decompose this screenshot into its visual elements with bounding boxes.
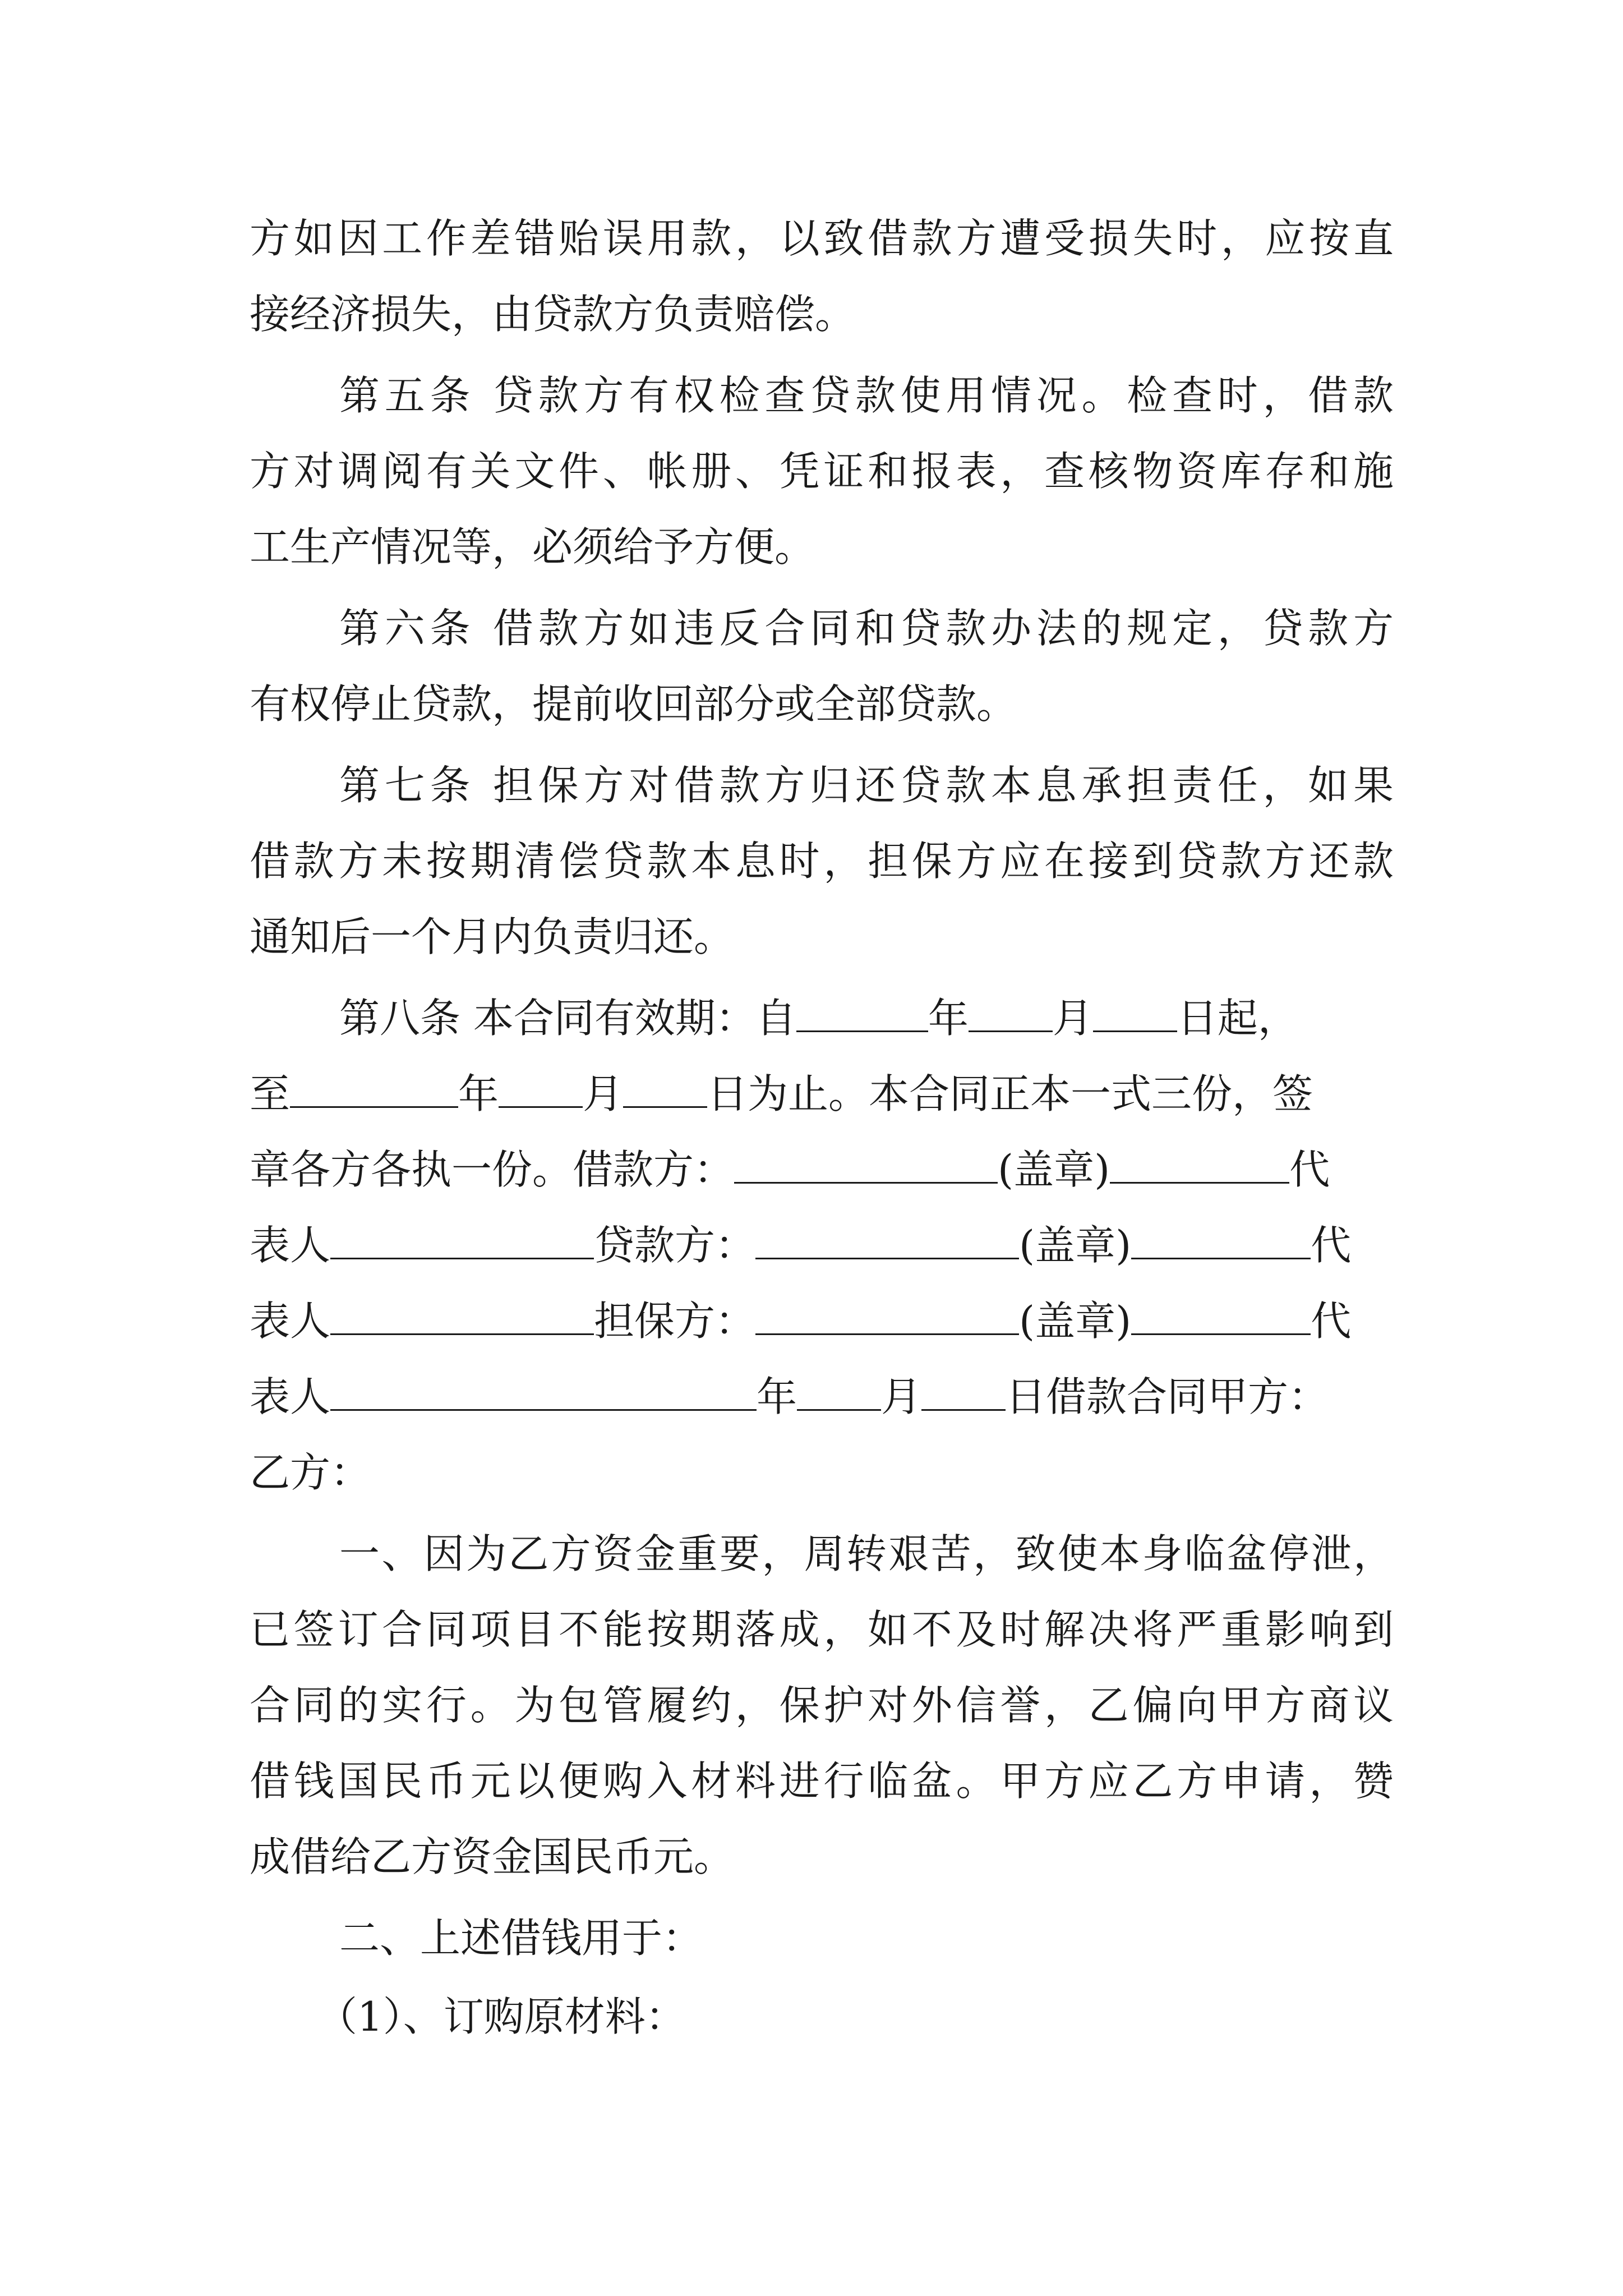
text-segment: 章各方各执一份。借款方： (250, 1146, 735, 1193)
fill-blank-seal[interactable] (1131, 1212, 1311, 1259)
fill-blank-guarantor[interactable] (755, 1287, 1019, 1335)
text-segment: 月 (583, 1070, 624, 1117)
fill-blank-month[interactable] (499, 1060, 583, 1108)
section-2-item-1: （1）、订购原材料： (317, 1993, 686, 2040)
article-6-line: 第六条 借款方如违反合同和贷款办法的规定，贷款方 (339, 605, 1394, 652)
article-5-line: 第五条 贷款方有权检查贷款使用情况。检查时，借款 (339, 372, 1394, 419)
text-line: 接经济损失，由贷款方负责赔偿。 (250, 291, 856, 338)
text-segment: 年 (458, 1070, 499, 1117)
section-1-line: 一、因为乙方资金重要，周转艰苦，致使本身临盆停泄， (339, 1530, 1394, 1577)
text-segment: 表人 (250, 1297, 331, 1345)
article-8-line-5 (250, 1282, 1394, 1360)
text-line: 合同的实行。为包管履约，保护对外信誉，乙偏向甲方商议 (250, 1682, 1394, 1729)
text-segment: 代 (1289, 1146, 1330, 1193)
text-segment: 代 (1311, 1222, 1352, 1269)
text-segment: 至 (250, 1070, 291, 1117)
text-segment: 代 (1311, 1297, 1352, 1345)
party-b-line: 乙方： (250, 1449, 371, 1496)
fill-blank-day[interactable] (623, 1060, 707, 1108)
text-line: 成借给乙方资金国民币元。 (250, 1833, 735, 1880)
text-segment: 日起， (1177, 995, 1298, 1042)
text-segment: 第八条 本合同有效期：自 (339, 995, 796, 1042)
text-line: 方对调阅有关文件、帐册、凭证和报表，查核物资库存和施 (250, 448, 1394, 495)
article-8-line-4 (250, 1206, 1394, 1285)
text-segment: 表人 (250, 1373, 331, 1420)
text-line: 已签订合同项目不能按期落成，如不及时解决将严重影响到 (250, 1606, 1394, 1653)
article-8-line-6 (250, 1358, 1394, 1436)
text-segment: 年 (757, 1373, 797, 1420)
article-8-line-2 (250, 1055, 1394, 1133)
fill-blank-representative[interactable] (330, 1212, 594, 1259)
fill-blank-seal[interactable] (1110, 1136, 1289, 1184)
text-line: 方如因工作差错贻误用款，以致借款方遭受损失时，应按直 (250, 215, 1394, 262)
text-line: 工生产情况等，必须给予方便。 (250, 523, 815, 570)
fill-blank-representative[interactable] (330, 1287, 594, 1335)
text-segment: (盖章) (1019, 1222, 1132, 1269)
fill-blank-borrower[interactable] (734, 1136, 998, 1184)
fill-blank-day[interactable] (1093, 984, 1177, 1032)
text-segment: 月 (881, 1373, 922, 1420)
text-line: 通知后一个月内负责归还。 (250, 913, 735, 960)
article-8-line-3 (250, 1130, 1394, 1209)
text-line: 有权停止贷款，提前收回部分或全部贷款。 (250, 680, 1017, 728)
section-2-title: 二、上述借钱用于： (339, 1915, 703, 1962)
text-segment: 表人 (250, 1222, 331, 1269)
fill-blank-year[interactable] (796, 984, 928, 1032)
text-segment: 贷款方： (594, 1222, 756, 1269)
text-segment: 担保方： (594, 1297, 756, 1345)
fill-blank-month[interactable] (797, 1363, 881, 1411)
text-segment: 月 (1052, 995, 1093, 1042)
text-segment: 日借款合同甲方： (1006, 1373, 1329, 1420)
text-segment: 年 (928, 995, 969, 1042)
fill-blank-month[interactable] (969, 984, 1053, 1032)
text-segment: 日为止。本合同正本一式三份，签 (707, 1070, 1313, 1117)
text-segment: (盖章) (1019, 1297, 1132, 1345)
fill-blank-day[interactable] (921, 1363, 1006, 1411)
article-8-line-1 (250, 979, 1394, 1057)
fill-blank-lender[interactable] (755, 1212, 1019, 1259)
text-line: 借钱国民币元以便购入材料进行临盆。甲方应乙方申请，赞 (250, 1757, 1394, 1805)
fill-blank-seal[interactable] (1131, 1287, 1311, 1335)
fill-blank-representative[interactable] (330, 1363, 757, 1411)
text-line: 借款方未按期清偿贷款本息时，担保方应在接到贷款方还款 (250, 838, 1394, 885)
article-7-line: 第七条 担保方对借款方归还贷款本息承担责任，如果 (339, 762, 1394, 809)
fill-blank-year[interactable] (290, 1060, 458, 1108)
text-segment: (盖章) (998, 1146, 1110, 1193)
